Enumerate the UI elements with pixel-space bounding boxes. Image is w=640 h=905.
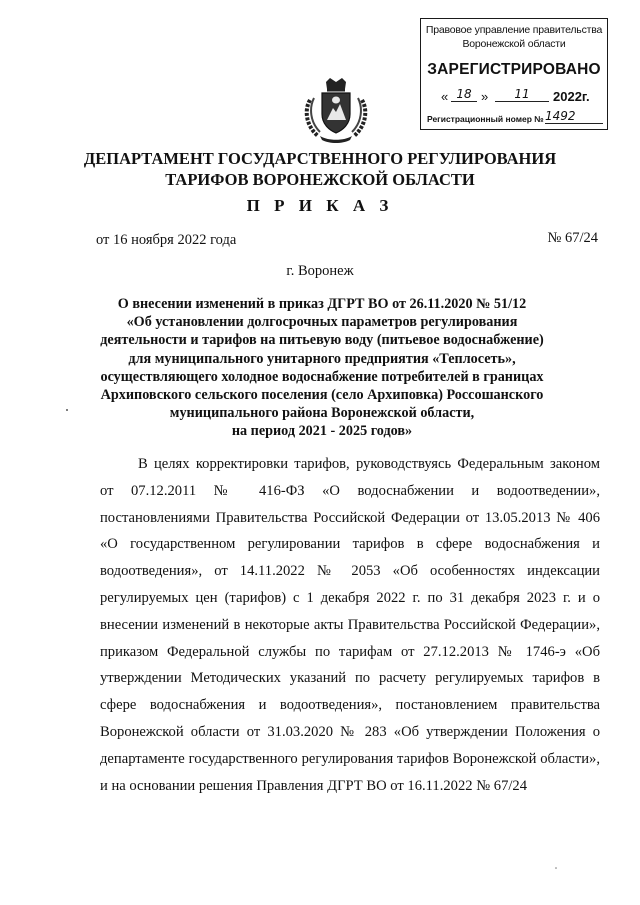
order-number: № 67/24 bbox=[547, 230, 598, 246]
subject-line: О внесении изменений в приказ ДГРТ ВО от 26.11.2020 № 51/12 bbox=[117, 296, 527, 312]
stamp-authority-line2: Воронежской области bbox=[462, 38, 566, 50]
stamp-status: ЗАРЕГИСТРИРОВАНО bbox=[427, 61, 601, 78]
stamp-date bbox=[441, 87, 601, 105]
stamp-day: 18 bbox=[451, 87, 477, 102]
order-date: от 16 ноября 2022 года bbox=[96, 232, 237, 248]
stamp-month: 11 bbox=[495, 87, 549, 102]
registration-stamp bbox=[420, 18, 608, 130]
stamp-authority-line1: Правовое управление правительства bbox=[425, 24, 603, 36]
stamp-reg-number: 1492 bbox=[545, 109, 603, 124]
coat-of-arms-icon bbox=[300, 78, 372, 144]
stamp-reg-label: Регистрационный номер № bbox=[427, 114, 544, 124]
subject-line: Архиповского сельского поселения (село Архиповка) Россошанского bbox=[100, 387, 544, 404]
subject-line: деятельности и тарифов на питьевую воду (питьевое водоснабжение) bbox=[100, 332, 544, 349]
department-name bbox=[60, 148, 580, 190]
order-subject bbox=[82, 295, 562, 441]
subject-line: «Об установлении долгосрочных параметров регулирования bbox=[126, 314, 518, 331]
subject-line: осуществляющего холодное водоснабжение потребителей в границах bbox=[100, 368, 544, 385]
stamp-year: 2022г. bbox=[553, 89, 590, 104]
stamp-quote-close: » bbox=[481, 89, 489, 104]
body-paragraph: В целях корректировки тарифов, руководствуясь Федеральным законом от 07.12.2011 № 416-ФЗ «О водоснабжении и водоотведении», постановлениями Правительства Российской Федерации от 13.05.2013 № 406 «О государственном регулировании тарифов в сфере водоснабжения и водоотведения», от 14.11.2022 № 2053 «Об особенностях индексации регулируемых цен (тарифов) с 1 декабря 2022 г. по 31 декабря 2023 г. и о внесении изменений в некоторые акты Правительства Российской Федерации», приказом Федеральной службы по тарифам от 27.12.2013 № 1746-э «Об утверждении Методических указаний по расчету регулируемых тарифов в сфере водоснабжения и водоотведения», постановлением правительства Воронежской области от 31.03.2020 № 283 «Об утверждении Положения о департаменте государственного регулирования тарифов Воронежской области», и на основании решения Правления ДГРТ ВО от 16.11.2022 № 67/24 bbox=[100, 456, 600, 794]
department-line2: ТАРИФОВ ВОРОНЕЖСКОЙ ОБЛАСТИ bbox=[165, 170, 475, 189]
stamp-registration bbox=[427, 111, 603, 127]
subject-line: муниципального района Воронежской области, bbox=[169, 405, 475, 422]
order-city: г. Воронеж bbox=[286, 263, 354, 279]
subject-line: для муниципального унитарного предприятия «Теплосеть», bbox=[128, 350, 516, 367]
subject-line: на период 2021 - 2025 годов» bbox=[231, 423, 413, 440]
department-line1: ДЕПАРТАМЕНТ ГОСУДАРСТВЕННОГО РЕГУЛИРОВАНИЯ bbox=[83, 149, 557, 168]
document-type: П Р И К А З bbox=[246, 196, 394, 215]
stamp-quote-open: « bbox=[441, 89, 449, 104]
